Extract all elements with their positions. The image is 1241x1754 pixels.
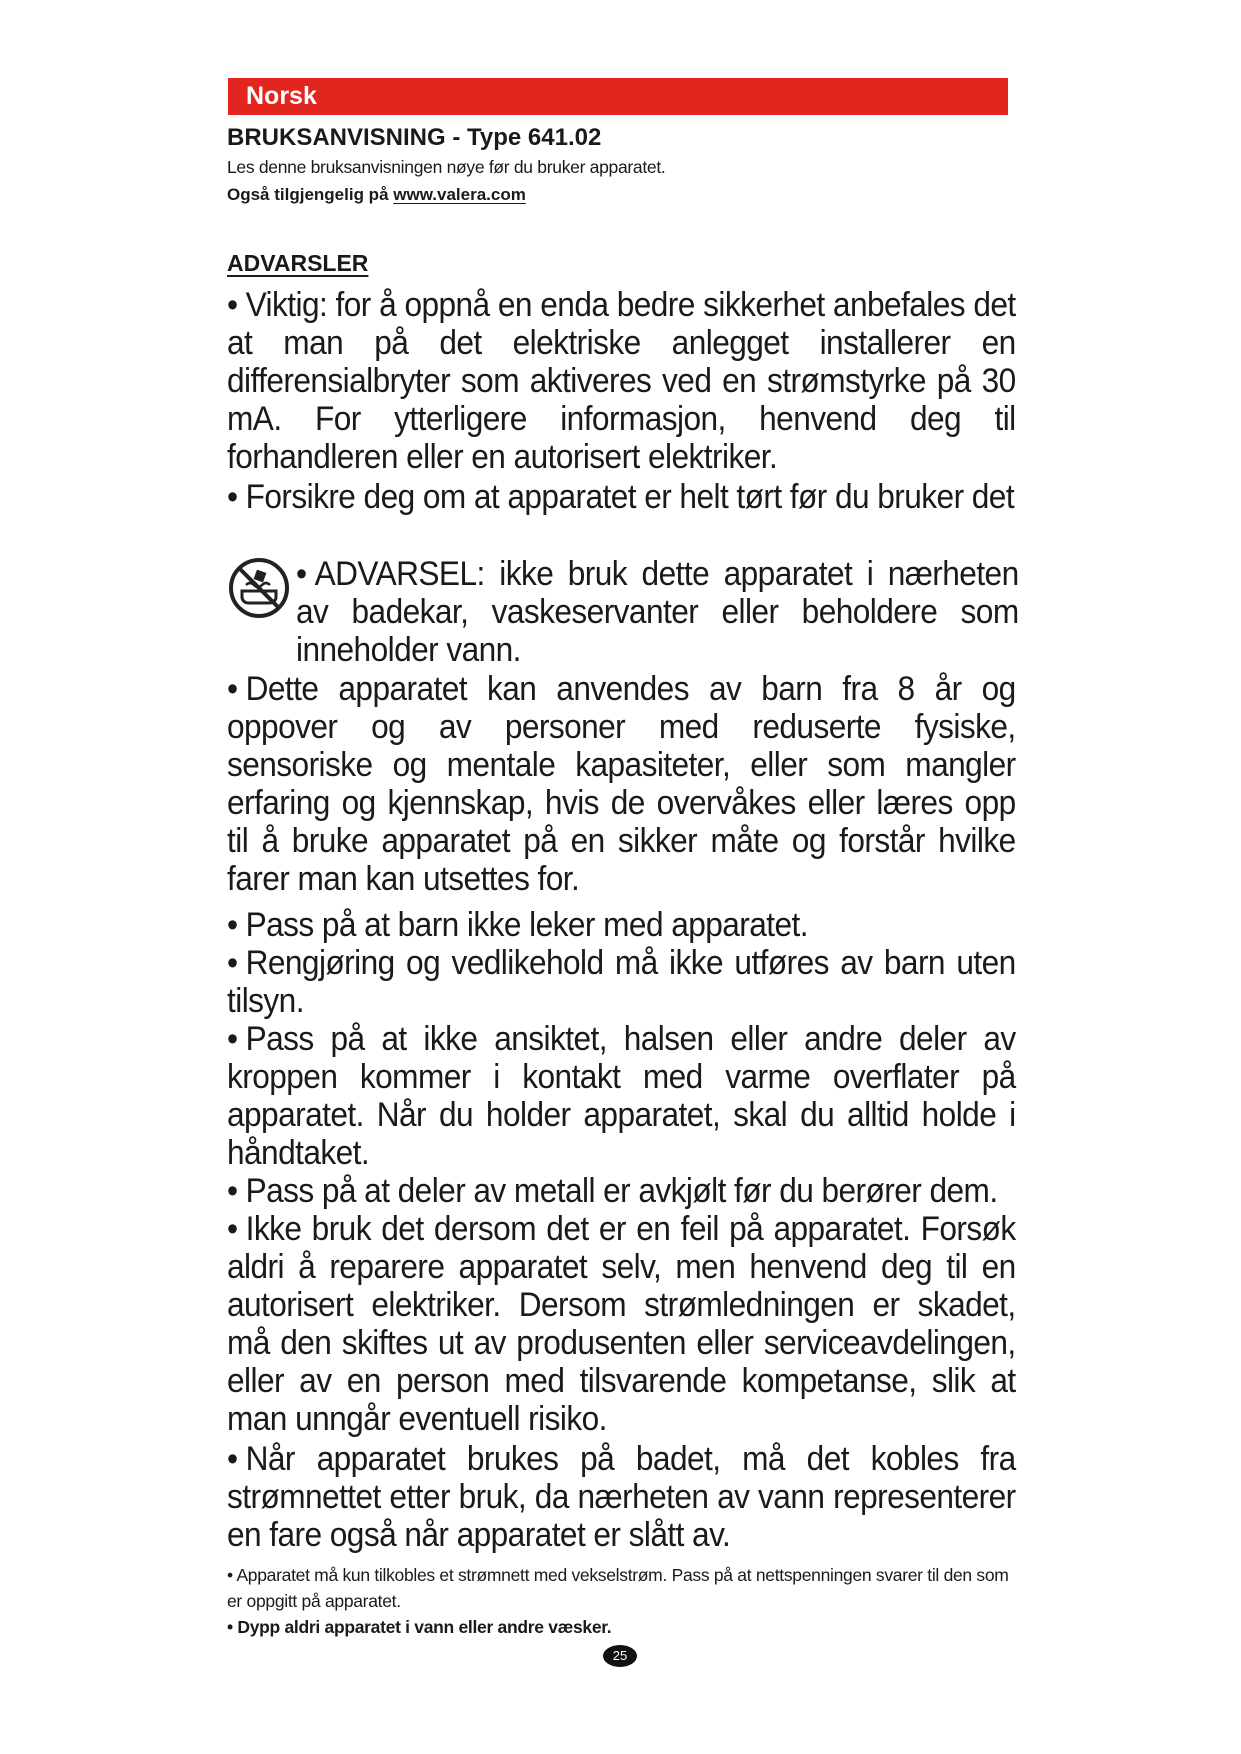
warning-item — [227, 944, 1016, 1020]
warning-item — [296, 555, 1019, 669]
warning-text: Dette apparatet kan anvendes av barn fra 8 år og oppover og av personer med reduserte fysiske, sensoriske og mentale kapasiteter, eller som mangler erfaring og kjennskap, hvis de overvåkes eller læres opp til å bruke apparatet på en sikker måte og forstår hvilke farer man kan utsettes for. — [227, 670, 1016, 898]
bullet: • — [227, 1440, 238, 1478]
warning-text: Når apparatet brukes på badet, må det kobles fra strømnettet etter bruk, da nærheten av vann representerer en fare også når apparatet er slått av. — [227, 1440, 1016, 1554]
manual-title: BRUKSANVISNING - Type 641.02 — [227, 124, 602, 151]
warning-item — [227, 1440, 1016, 1554]
availability-prefix: Også tilgjengelig på — [227, 185, 389, 204]
bullet: • — [227, 1617, 238, 1637]
page-number: 25 — [603, 1645, 637, 1667]
bullet: • — [227, 1210, 238, 1248]
no-bath-water-icon — [228, 557, 290, 619]
bullet: • — [296, 555, 307, 593]
bullet: • — [227, 670, 238, 708]
manual-subtitle: Les denne bruksanvisningen nøye før du bruker apparatet. — [227, 157, 666, 177]
warning-item — [227, 1210, 1016, 1438]
warning-item — [227, 1020, 1016, 1172]
website-link[interactable]: www.valera.com — [393, 185, 526, 204]
bullet: • — [227, 906, 238, 944]
warning-text: Apparatet må kun tilkobles et strømnett med vekselstrøm. Pass på at nettspenningen svarer til den som er oppgitt på apparatet. — [227, 1565, 1009, 1611]
warning-item — [227, 478, 1016, 516]
bullet: • — [227, 286, 238, 324]
bullet: • — [227, 1565, 237, 1585]
bullet: • — [227, 1020, 238, 1058]
warning-item — [227, 1614, 1017, 1640]
language-label: Norsk — [246, 82, 317, 110]
bullet: • — [227, 944, 238, 982]
warning-item — [227, 1172, 1016, 1210]
warning-item — [227, 1562, 1017, 1614]
warning-text: Ikke bruk det dersom det er en feil på apparatet. Forsøk aldri å reparere apparatet selv, men henvend deg til en autorisert elektriker. Dersom strømledningen er skadet, må den skiftes ut av produsenten eller serviceavdelingen, eller av en person med tilsvarende kompetanse, slik at man unngår eventuell risiko. — [227, 1210, 1016, 1438]
warnings-heading: ADVARSLER — [227, 250, 369, 276]
warning-item — [227, 286, 1016, 476]
warning-text: Pass på at barn ikke leker med apparatet. — [245, 906, 809, 944]
warning-text: Pass på at ikke ansiktet, halsen eller andre deler av kroppen kommer i kontakt med varme overflater på apparatet. Når du holder apparatet, skal du alltid holde i håndtaket. — [227, 1020, 1016, 1172]
warning-text: Dypp aldri apparatet i vann eller andre væsker. — [237, 1617, 612, 1637]
warning-text: Viktig: for å oppnå en enda bedre sikkerhet anbefales det at man på det elektriske anlegget installerer en differensialbryter som aktiveres ved en strømstyrke på 30 mA. For ytterligere informasjon, henvend deg til forhandleren eller en autorisert elektriker. — [227, 286, 1016, 476]
warning-text: Rengjøring og vedlikehold må ikke utføres av barn uten tilsyn. — [227, 944, 1016, 1020]
warning-item — [227, 906, 1016, 944]
warning-text: Pass på at deler av metall er avkjølt før du berører dem. — [245, 1172, 998, 1210]
warning-text: Forsikre deg om at apparatet er helt tørt før du bruker det — [245, 478, 1015, 516]
availability-note — [227, 185, 526, 205]
bullet: • — [227, 478, 238, 516]
language-banner — [228, 78, 1008, 115]
warning-text: ADVARSEL: ikke bruk dette apparatet i nærheten av badekar, vaskeservanter eller beholdere som inneholder vann. — [296, 555, 1019, 669]
warning-item — [227, 670, 1016, 898]
bullet: • — [227, 1172, 238, 1210]
